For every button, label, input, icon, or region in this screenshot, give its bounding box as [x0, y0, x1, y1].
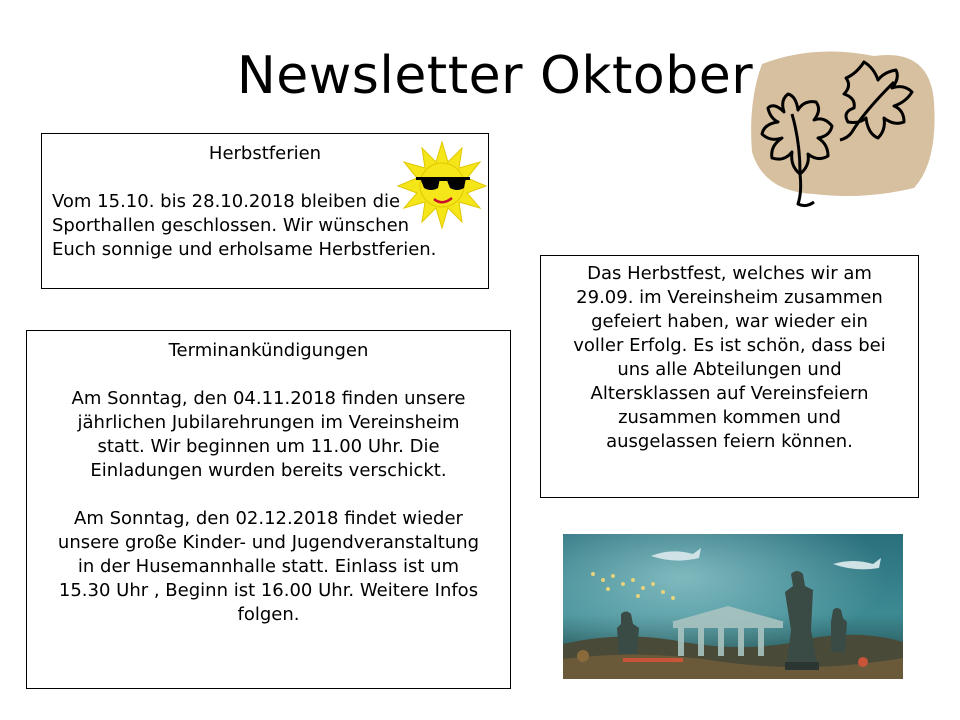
- herbstfest-line: Das Herbstfest, welches wir am: [587, 263, 872, 284]
- termine-line: unsere große Kinder- und Jugendveranstaltung: [57, 532, 480, 553]
- herbstferien-line: Euch sonnige und erholsame Herbstferien.: [52, 239, 437, 260]
- herbstfest-line: ausgelassen feiern können.: [606, 431, 853, 452]
- herbstferien-line: Sporthallen geschlossen. Wir wünschen: [52, 215, 410, 236]
- termine-box: [26, 330, 511, 689]
- termine-line: Einladungen wurden bereits verschickt.: [90, 460, 447, 481]
- underwater-ruins-image: [563, 534, 903, 679]
- page-title: Newsletter Oktober: [236, 46, 754, 106]
- herbstferien-line: Vom 15.10. bis 28.10.2018 bleiben die: [52, 191, 401, 212]
- herbstfest-line: gefeiert haben, war wieder ein: [591, 311, 868, 332]
- autumn-leaves-icon: [744, 42, 938, 212]
- herbstfest-box: [540, 255, 919, 498]
- herbstfest-line: uns alle Abteilungen und: [617, 359, 842, 380]
- termine-line: jährlichen Jubilarehrungen im Vereinsheim: [77, 412, 460, 433]
- termine-line: Am Sonntag, den 02.12.2018 findet wieder: [74, 508, 463, 529]
- sun-icon: [396, 140, 488, 230]
- herbstfest-line: voller Erfolg. Es ist schön, dass bei: [573, 335, 886, 356]
- herbstfest-line: Altersklassen auf Vereinsfeiern: [590, 383, 869, 404]
- herbstferien-heading: Herbstferien: [208, 143, 322, 164]
- termine-line: in der Husemannhalle statt. Einlass ist um: [77, 556, 460, 577]
- termine-line: Am Sonntag, den 04.11.2018 finden unsere: [71, 388, 466, 409]
- herbstfest-line: zusammen kommen und: [618, 407, 841, 428]
- herbstfest-line: 29.09. im Vereinsheim zusammen: [576, 287, 883, 308]
- termine-line: statt. Wir beginnen um 11.00 Uhr. Die: [97, 436, 440, 457]
- termine-line: 15.30 Uhr , Beginn ist 16.00 Uhr. Weitere Infos: [58, 580, 479, 601]
- termine-line: folgen.: [237, 604, 300, 625]
- termine-heading: Terminankündigungen: [168, 340, 369, 361]
